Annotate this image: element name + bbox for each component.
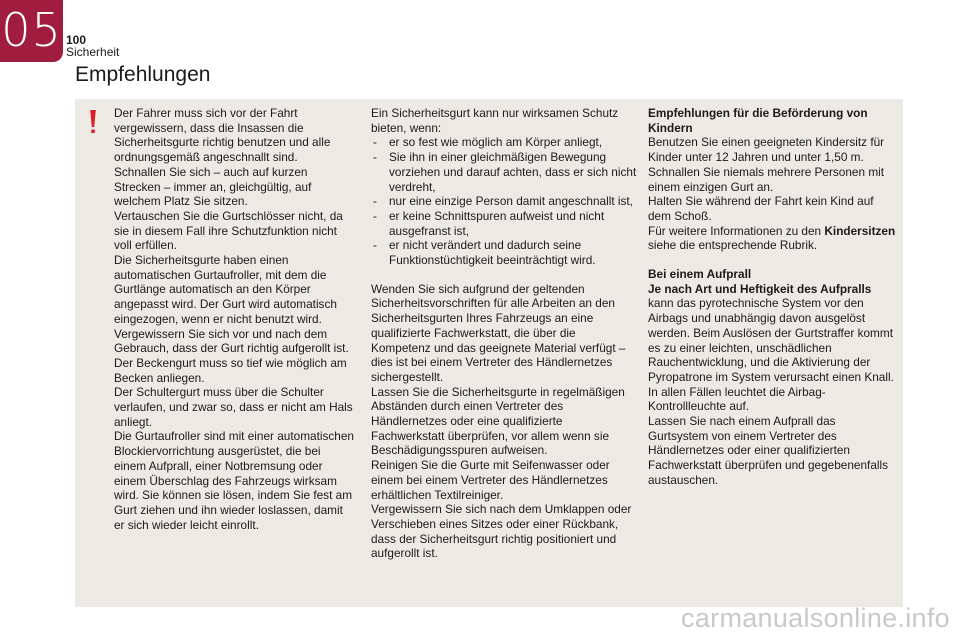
conditions-list [371, 135, 637, 267]
impact-text: In allen Fällen leuchtet die Airbag-Kontrollleuchte auf. Lassen Sie nach einem Aufprall das Gurtsystem von einem Vertreter des Händlernetzes oder einer qualifizierten Fachwerkstatt überprüfen und gegebenenfalls austauschen. [648, 384, 889, 487]
exclamation-icon [86, 109, 100, 135]
list-item: - er nicht verändert und dadurch seine Funktionstüchtigkeit beeinträchtigt wird. [371, 238, 637, 267]
child-seats-link-text: Kindersitzen [824, 223, 896, 238]
chapter-number: 05 [1, 3, 62, 57]
maintenance-text: Wenden Sie sich aufgrund der geltenden Sicherheitsvorschriften für alle Arbeiten an den Sicherheitsgurten Ihres Fahrzeugs an eine qualifizierte Fachwerkstatt, die über die Kompetenz und das geeignete Material verfügt – dies ist bei einem Vertreter des Händlernetzes sichergestellt. Lassen Sie die Sicherheitsgurte in regelmäßigen Abständen durch einen Vertreter des Händlernetzes oder eine qualifizierte Fachwerkstatt überprüfen, vor allem wenn sie Beschädigungsspuren aufweisen. Reinigen Sie die Gurte mit Seifenwasser oder einem bei einem Vertreter des Händlernetzes erhältlichen Textilreiniger. Vergewissern Sie sich nach dem Umklappen oder Verschieben eines Sitzes oder einer Rückbank, dass der Sicherheitsgurt richtig positioniert und aufgerollt ist. [371, 281, 632, 561]
spacer [648, 253, 898, 267]
list-item: - nur eine einzige Person damit angeschnallt ist, [371, 194, 637, 209]
children-heading: Empfehlungen für die Beförderung von Kindern [648, 106, 868, 135]
list-item: - er so fest wie möglich am Körper anliegt, [371, 135, 637, 150]
impact-lead: Je nach Art und Heftigkeit des Aufpralls kann das pyrotechnische System vor den Airbags und unabhängig davon ausgelöst werden. Beim Auslösen der Gurtstraffer kommt es zu einer leichten, unschädlichen Rauchentwicklung, und die Aktivierung der Pyropatrone im System verursacht einen Knall. [648, 281, 894, 384]
recommendations-column [648, 106, 898, 488]
page-title: Empfehlungen [75, 63, 211, 86]
warning-text: Der Fahrer muss sich vor der Fahrt vergewissern, dass die Insassen die Sicherheitsgurte richtig benutzen und alle ordnungsgemäß angeschnallt sind. Schnallen Sie sich – auch auf kurzen Strecken – immer an, gleichgültig, auf welchem Platz Sie sitzen. Vertauschen Sie die Gurtschlösser nicht, da sie in diesem Fall ihre Schutzfunktion nicht voll erfüllen. Die Sicherheitsgurte haben einen automatischen Gurtaufroller, mit dem die Gurtlänge automatisch an den Körper angepasst wird. Der Gurt wird automatisch eingezogen, wenn er nicht benutzt wird. Vergewissern Sie sich vor und nach dem Gebrauch, dass der Gurt richtig aufgerollt ist. Der Beckengurt muss so tief wie möglich am Becken anliegen. Der Schultergurt muss über die Schulter verlaufen, und zwar so, dass er nicht am Hals anliegt. Die Gurtaufroller sind mit einer automatischen Blockiervorrichtung ausgerüstet, die bei einem Aufprall, einer Notbremsung oder einem Überschlag des Fahrzeugs wirksam wird. Sie können sie lösen, indem Sie fest am Gurt ziehen und ihn wieder loslassen, damit er sich wieder leicht einrollt. [114, 106, 354, 532]
list-item: - er keine Schnittspuren aufweist und nicht ausgefranst ist, [371, 209, 637, 238]
section-name: Sicherheit [66, 45, 120, 59]
watermark: carmanualsonline.info [681, 603, 950, 633]
spacer [371, 268, 637, 282]
impact-heading: Bei einem Aufprall [648, 267, 752, 282]
page-number: 100 [66, 33, 87, 47]
children-text: Benutzen Sie einen geeigneten Kindersitz für Kinder unter 12 Jahren und unter 1,50 m. Schnallen Sie niemals mehrere Personen mit einem einzigen Gurt an. Halten Sie während der Fahrt kein Kind auf dem Schoß. [648, 135, 885, 223]
warning-column [114, 106, 354, 532]
seatbelt-column [371, 106, 637, 561]
conditions-intro: Ein Sicherheitsgurt kann nur wirksamen Schutz bieten, wenn: [371, 106, 619, 135]
list-item: - Sie ihn in einer gleichmäßigen Bewegung vorziehen und darauf achten, dass er sich nicht verdreht, [371, 150, 637, 194]
children-reference: Für weitere Informationen zu den Kindersitzen siehe die entsprechende Rubrik. [648, 223, 896, 253]
